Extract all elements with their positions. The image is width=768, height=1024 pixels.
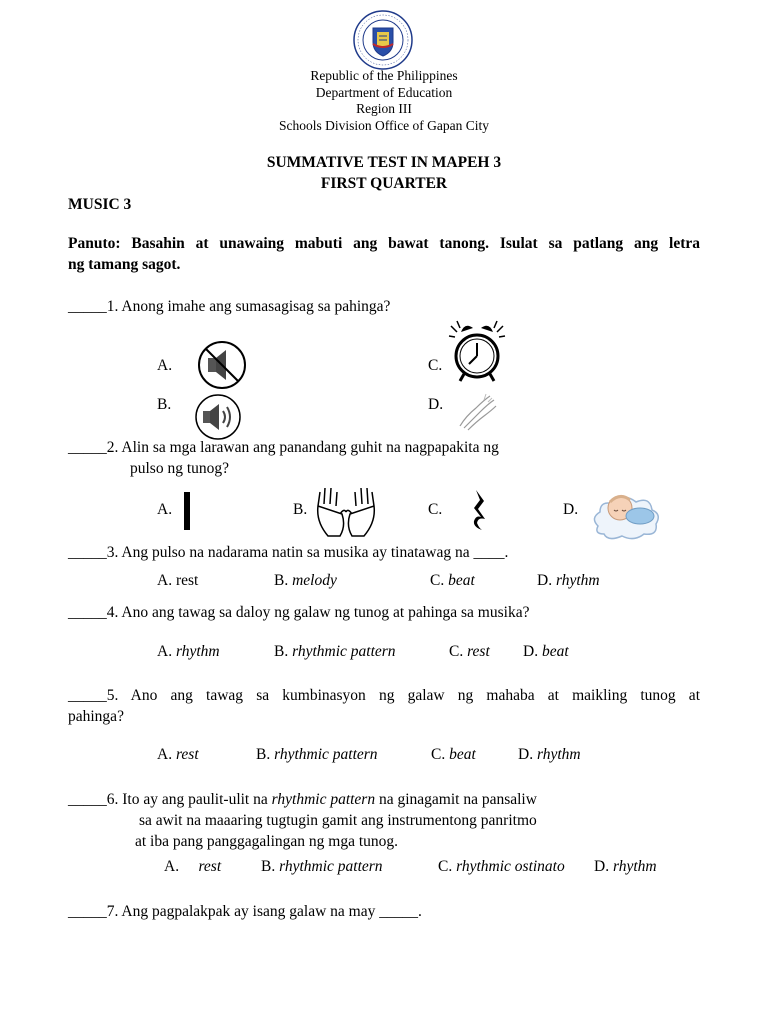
- header-republic: Republic of the Philippines: [310, 68, 458, 83]
- q2-option-d-label: D.: [563, 501, 579, 518]
- q4-option-d: D. beat: [523, 643, 569, 660]
- question-2-line2: pulso ng tunog?: [130, 460, 230, 477]
- q3-option-b: B. melody: [274, 572, 337, 589]
- open-hands-icon: [310, 484, 382, 542]
- q1-option-a-label: A.: [157, 357, 173, 374]
- question-2-line1: _____2. Alin sa mga larawan ang panandang guhit na nagpapakita ng: [68, 439, 499, 456]
- question-7: _____7. Ang pagpalakpak ay isang galaw na may _____.: [68, 903, 422, 920]
- question-6-line3: at iba pang panggagalingan ng mga tunog.: [135, 833, 399, 850]
- clapping-hands-icon: [456, 392, 500, 432]
- q4-option-c: C. rest: [449, 643, 490, 660]
- question-4: _____4. Ano ang tawag sa daloy ng galaw ng tunog at pahinga sa musika?: [68, 604, 530, 621]
- speaker-sound-icon: [193, 394, 243, 440]
- q2-option-c-label: C.: [428, 501, 443, 518]
- q1-option-d-label: D.: [428, 396, 444, 413]
- test-title: SUMMATIVE TEST IN MAPEH 3: [266, 154, 502, 171]
- q5-option-d: D. rhythm: [518, 746, 581, 763]
- vertical-bar-icon: [184, 492, 190, 530]
- q6-option-b: B. rhythmic pattern: [261, 858, 383, 875]
- q3-option-a: A. rest: [157, 572, 199, 589]
- q6-option-d: D. rhythm: [594, 858, 657, 875]
- question-3: _____3. Ang pulso na nadarama natin sa musika ay tinatawag na ____.: [68, 544, 509, 561]
- q5-option-a: A. rest: [157, 746, 199, 763]
- test-quarter: FIRST QUARTER: [320, 175, 448, 192]
- header-department: Department of Education: [315, 84, 453, 100]
- q6-option-a: A. rest: [164, 858, 222, 875]
- instructions-line2: ng tamang sagot.: [68, 256, 181, 273]
- instructions-line1: Panuto: Basahin at unawaing mabuti ang bawat tanong. Isulat sa patlang ang letra: [68, 235, 700, 252]
- quarter-rest-icon: [470, 488, 490, 532]
- header-region: Region III: [356, 101, 412, 116]
- q5-option-c: C. beat: [431, 746, 476, 763]
- q1-option-c-label: C.: [428, 357, 443, 374]
- question-1: _____1. Anong imahe ang sumasagisag sa pahinga?: [68, 298, 391, 315]
- q2-option-b-label: B.: [293, 501, 308, 518]
- q5-option-b: B. rhythmic pattern: [256, 746, 378, 763]
- question-5-line1: _____5. Ano ang tawag sa kumbinasyon ng galaw ng mahaba at maikling tunog at: [68, 687, 700, 704]
- q1-option-b-label: B.: [157, 396, 172, 413]
- q3-option-c: C. beat: [430, 572, 475, 589]
- header-division: Schools Division Office of Gapan City: [278, 117, 490, 133]
- question-6-line2: sa awit na maaaring tugtugin gamit ang instrumentong panritmo: [139, 812, 537, 829]
- q4-option-a: A. rhythm: [157, 643, 220, 660]
- question-6-line1: _____6. Ito ay ang paulit-ulit na rhythmic pattern na ginagamit na pansaliw: [68, 791, 537, 808]
- muted-speaker-icon: [196, 339, 248, 391]
- q6-option-c: C. rhythmic ostinato: [438, 858, 565, 875]
- q4-option-b: B. rhythmic pattern: [274, 643, 396, 660]
- subject-label: MUSIC 3: [68, 196, 132, 213]
- q2-option-a-label: A.: [157, 501, 173, 518]
- deped-seal: [353, 10, 413, 70]
- q3-option-d: D. rhythm: [537, 572, 600, 589]
- question-5-line2: pahinga?: [68, 708, 124, 725]
- alarm-clock-icon: [447, 318, 507, 384]
- sleeping-baby-icon: [590, 482, 662, 544]
